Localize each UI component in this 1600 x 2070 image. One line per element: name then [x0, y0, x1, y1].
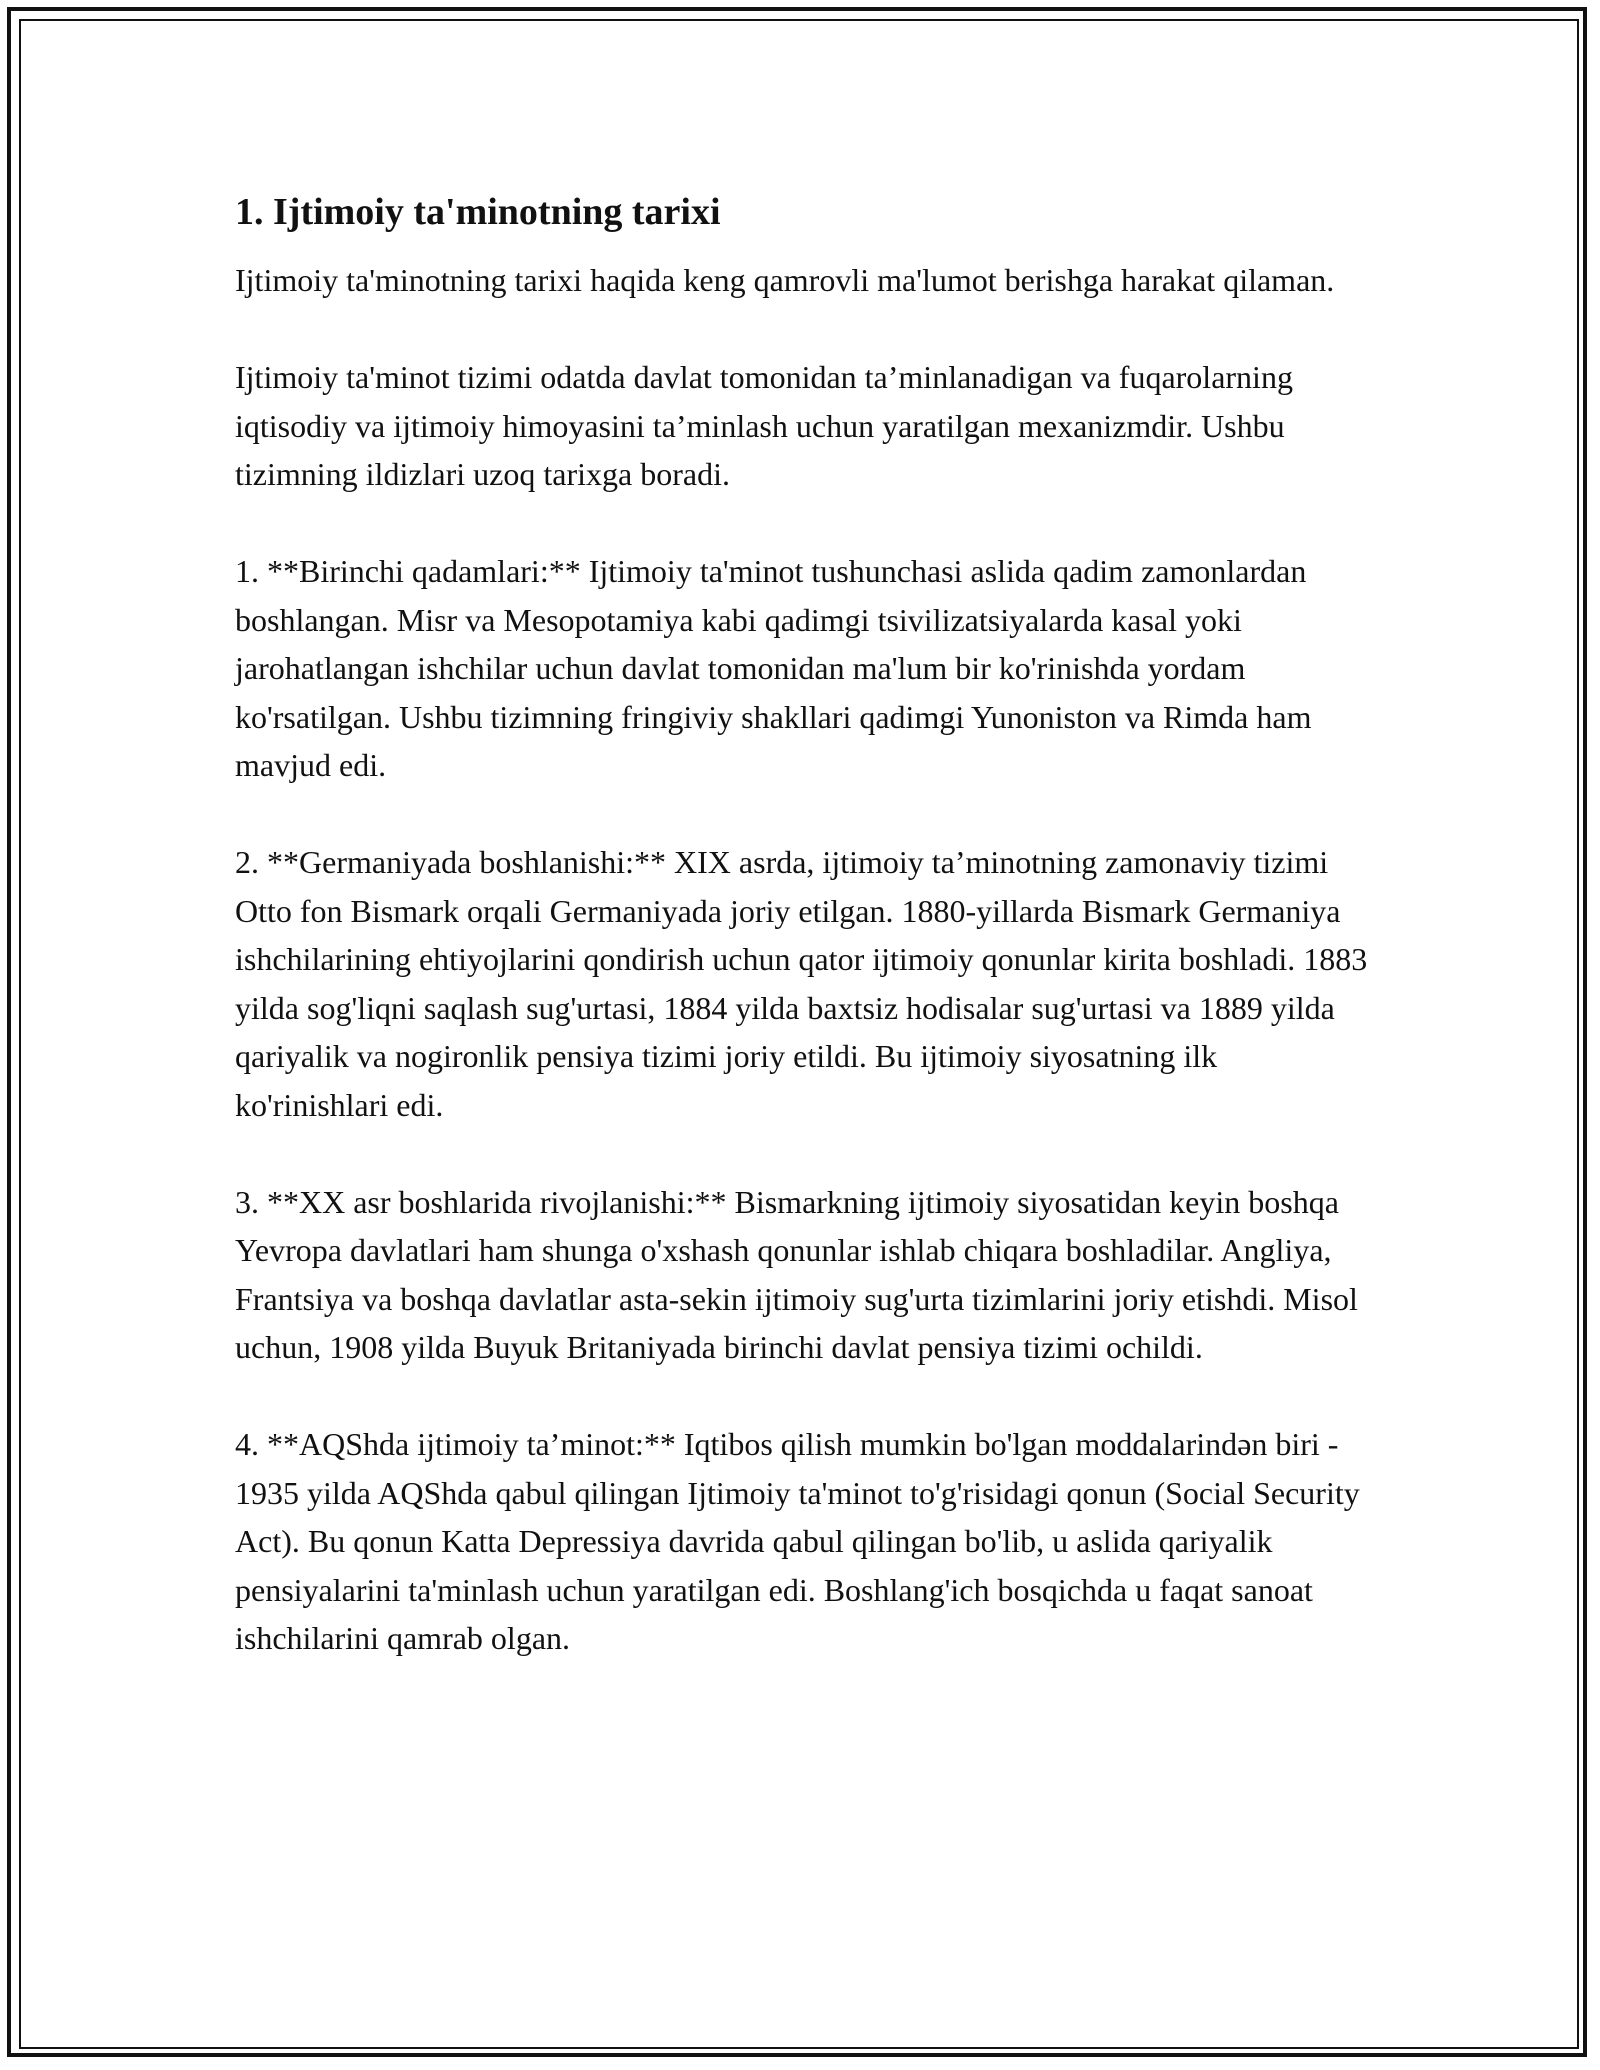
list-item-first-steps: 1. **Birinchi qadamlari:** Ijtimoiy ta'minot tushunchasi aslida qadim zamonlardan boshlangan. Misr va Mesopotamiya kabi qadimgi tsivilizatsiyalarda kasal yoki jarohatlangan ishchilar uchun davlat tomonidan ma'lum bir ko'rinishda yordam ko'rsatilgan. Ushbu tizimning fringiviy shakllari qadimgi Yunoniston va Rimda ham mavjud edi.	[235, 553, 1312, 783]
definition-paragraph: Ijtimoiy ta'minot tizimi odatda davlat tomonidan ta’minlanadigan va fuqarolarning iqtisodiy va ijtimoiy himoyasini ta’minlash uchun yaratilgan mexanizmdir. Ushbu tizimning ildizlari uzoq tarixga boradi.	[235, 359, 1293, 492]
list-item-germany: 2. **Germaniyada boshlanishi:** XIX asrda, ijtimoiy ta’minotning zamonaviy tizimi Otto fon Bismark orqali Germaniyada joriy etilgan. 1880-yillarda Bismark Germaniya ishchilarining ehtiyojlarini qondirish uchun qator ijtimoiy qonunlar kirita boshladi. 1883 yilda sog'liqni saqlash sug'urtasi, 1884 yilda baxtsiz hodisalar sug'urtasi va 1889 yilda qariyalik va nogironlik pensiya tizimi joriy etildi. Bu ijtimoiy siyosatning ilk ko'rinishlari edi.	[235, 844, 1368, 1123]
section-heading: 1. Ijtimoiy ta'minotning tarixi	[235, 191, 721, 233]
intro-paragraph: Ijtimoiy ta'minotning tarixi haqida keng qamrovli ma'lumot berishga harakat qilaman.	[235, 262, 1335, 298]
list-item-usa: 4. **AQShda ijtimoiy ta’minot:** Iqtibos qilish mumkin bo'lgan moddalarindən biri - 1935 yilda AQShda qabul qilingan Ijtimoiy ta'minot to'g'risidagi qonun (Social Security Act). Bu qonun Katta Depressiya davrida qabul qilingan bo'lib, u aslida qariyalik pensiyalarini ta'minlash uchun yaratilgan edi. Boshlang'ich bosqichda u faqat sanoat ishchilarini qamrab olgan.	[235, 1426, 1360, 1656]
list-item-early-20th-century: 3. **XX asr boshlarida rivojlanishi:** Bismarkning ijtimoiy siyosatidan keyin boshqa Yevropa davlatlari ham shunga o'xshash qonunlar ishlab chiqara boshladilar. Angliya, Frantsiya va boshqa davlatlar asta-sekin ijtimoiy sug'urta tizimlarini joriy etishdi. Misol uchun, 1908 yilda Buyuk Britaniyada birinchi davlat pensiya tizimi ochildi.	[235, 1183, 1358, 1365]
document-body	[235, 188, 1370, 1711]
